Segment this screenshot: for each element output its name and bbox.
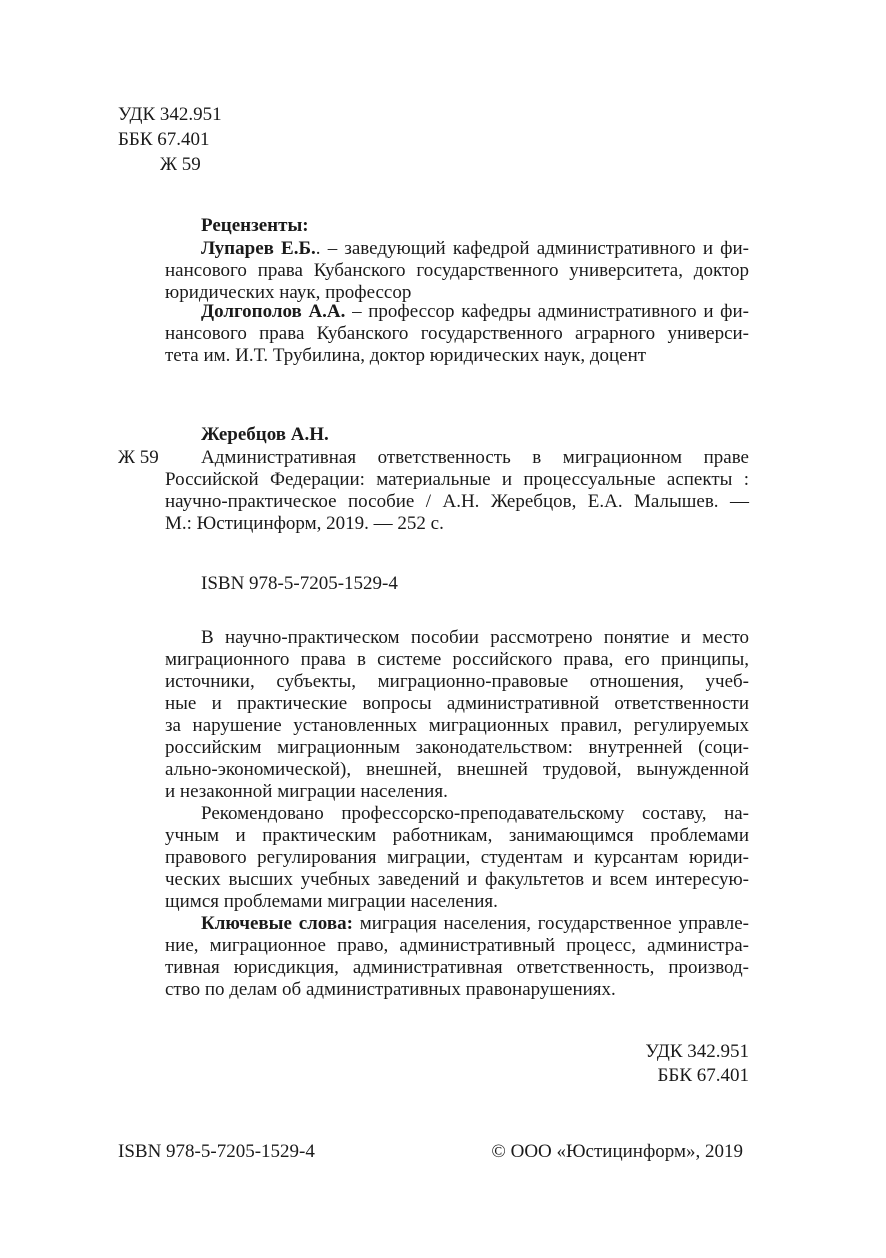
reviewer-2-line-1: Долгополов А.А. – профессор кафедры административного и фи- xyxy=(201,301,749,322)
bibliography-line-3: научно-практическое пособие / А.Н. Жеребцов, Е.А. Малышев. — xyxy=(165,491,749,512)
bbk-code: ББК 67.401 xyxy=(118,129,210,150)
annotation-p1-line-1: В научно-практическом пособии рассмотрено понятие и место xyxy=(201,627,749,648)
udk-code: УДК 342.951 xyxy=(118,104,222,125)
annotation-p1-line-5: за нарушение установленных миграционных правил, регулируемых xyxy=(165,715,749,736)
keywords-line-2: ние, миграционное право, административный процесс, администра- xyxy=(165,935,749,956)
keywords-label: Ключевые слова: xyxy=(201,913,353,934)
annotation-p2-line-5: щимся проблемами миграции населения. xyxy=(165,891,498,912)
bibliography-line-1: Административная ответственность в миграционном праве xyxy=(201,447,749,468)
reviewer-2-line-2: нансового права Кубанского государственного аграрного универси- xyxy=(165,323,749,344)
annotation-p1-line-3: источники, субъекты, миграционно-правовые отношения, учеб- xyxy=(165,671,749,692)
bibliography-isbn: ISBN 978-5-7205-1529-4 xyxy=(201,573,398,594)
annotation-p1-line-7: ально-экономической), внешней, внешней трудовой, вынужденной xyxy=(165,759,749,780)
reviewer-1-line-2: нансового права Кубанского государственного университета, доктор xyxy=(165,260,749,281)
reviewer-1-line-3: юридических наук, профессор xyxy=(165,282,412,303)
annotation-p2-line-2: учным и практическим работникам, занимающимся проблемами xyxy=(165,825,749,846)
annotation-p2-line-1: Рекомендовано профессорско-преподавательскому составу, на- xyxy=(201,803,749,824)
annotation-p1-line-4: ные и практические вопросы административной ответственности xyxy=(165,693,749,714)
keywords-line-3: тивная юрисдикция, административная ответственность, производ- xyxy=(165,957,749,978)
footer-bbk: ББК 67.401 xyxy=(657,1065,749,1086)
book-author: Жеребцов А.Н. xyxy=(201,424,329,445)
annotation-p2-line-4: ческих высших учебных заведений и факультетов и всем интересую- xyxy=(165,869,749,890)
bibliography-line-4: М.: Юстицинформ, 2019. — 252 с. xyxy=(165,513,444,534)
bibliography-line-2: Российской Федерации: материальные и процессуальные аспекты : xyxy=(165,469,749,490)
copyright: © ООО «Юстицинформ», 2019 xyxy=(491,1141,743,1162)
annotation-p1-line-8: и незаконной миграции населения. xyxy=(165,781,448,802)
annotation-p2-line-3: правового регулирования миграции, студентам и курсантам юриди- xyxy=(165,847,749,868)
keywords-line-1: Ключевые слова: миграция населения, государственное управле- xyxy=(201,913,750,934)
reviewer-2-name: Долгополов А.А. xyxy=(201,301,346,322)
reviewer-1-line-1: Лупарев Е.Б.. – заведующий кафедрой административного и фи- xyxy=(201,238,749,259)
reviewers-heading: Рецензенты: xyxy=(201,215,309,236)
author-sign: Ж 59 xyxy=(160,154,201,175)
keywords-line-4: ство по делам об административных правонарушениях. xyxy=(165,979,616,1000)
bibliography-sign: Ж 59 xyxy=(118,447,159,468)
annotation-p1-line-2: миграционного права в системе российского права, его принципы, xyxy=(165,649,749,670)
reviewer-1-name: Лупарев Е.Б. xyxy=(201,238,316,259)
footer-udk: УДК 342.951 xyxy=(645,1041,749,1062)
reviewer-2-line-3: тета им. И.Т. Трубилина, доктор юридических наук, доцент xyxy=(165,345,647,366)
annotation-p1-line-6: российским миграционным законодательством: внутренней (соци- xyxy=(165,737,749,758)
footer-isbn: ISBN 978-5-7205-1529-4 xyxy=(118,1141,315,1162)
